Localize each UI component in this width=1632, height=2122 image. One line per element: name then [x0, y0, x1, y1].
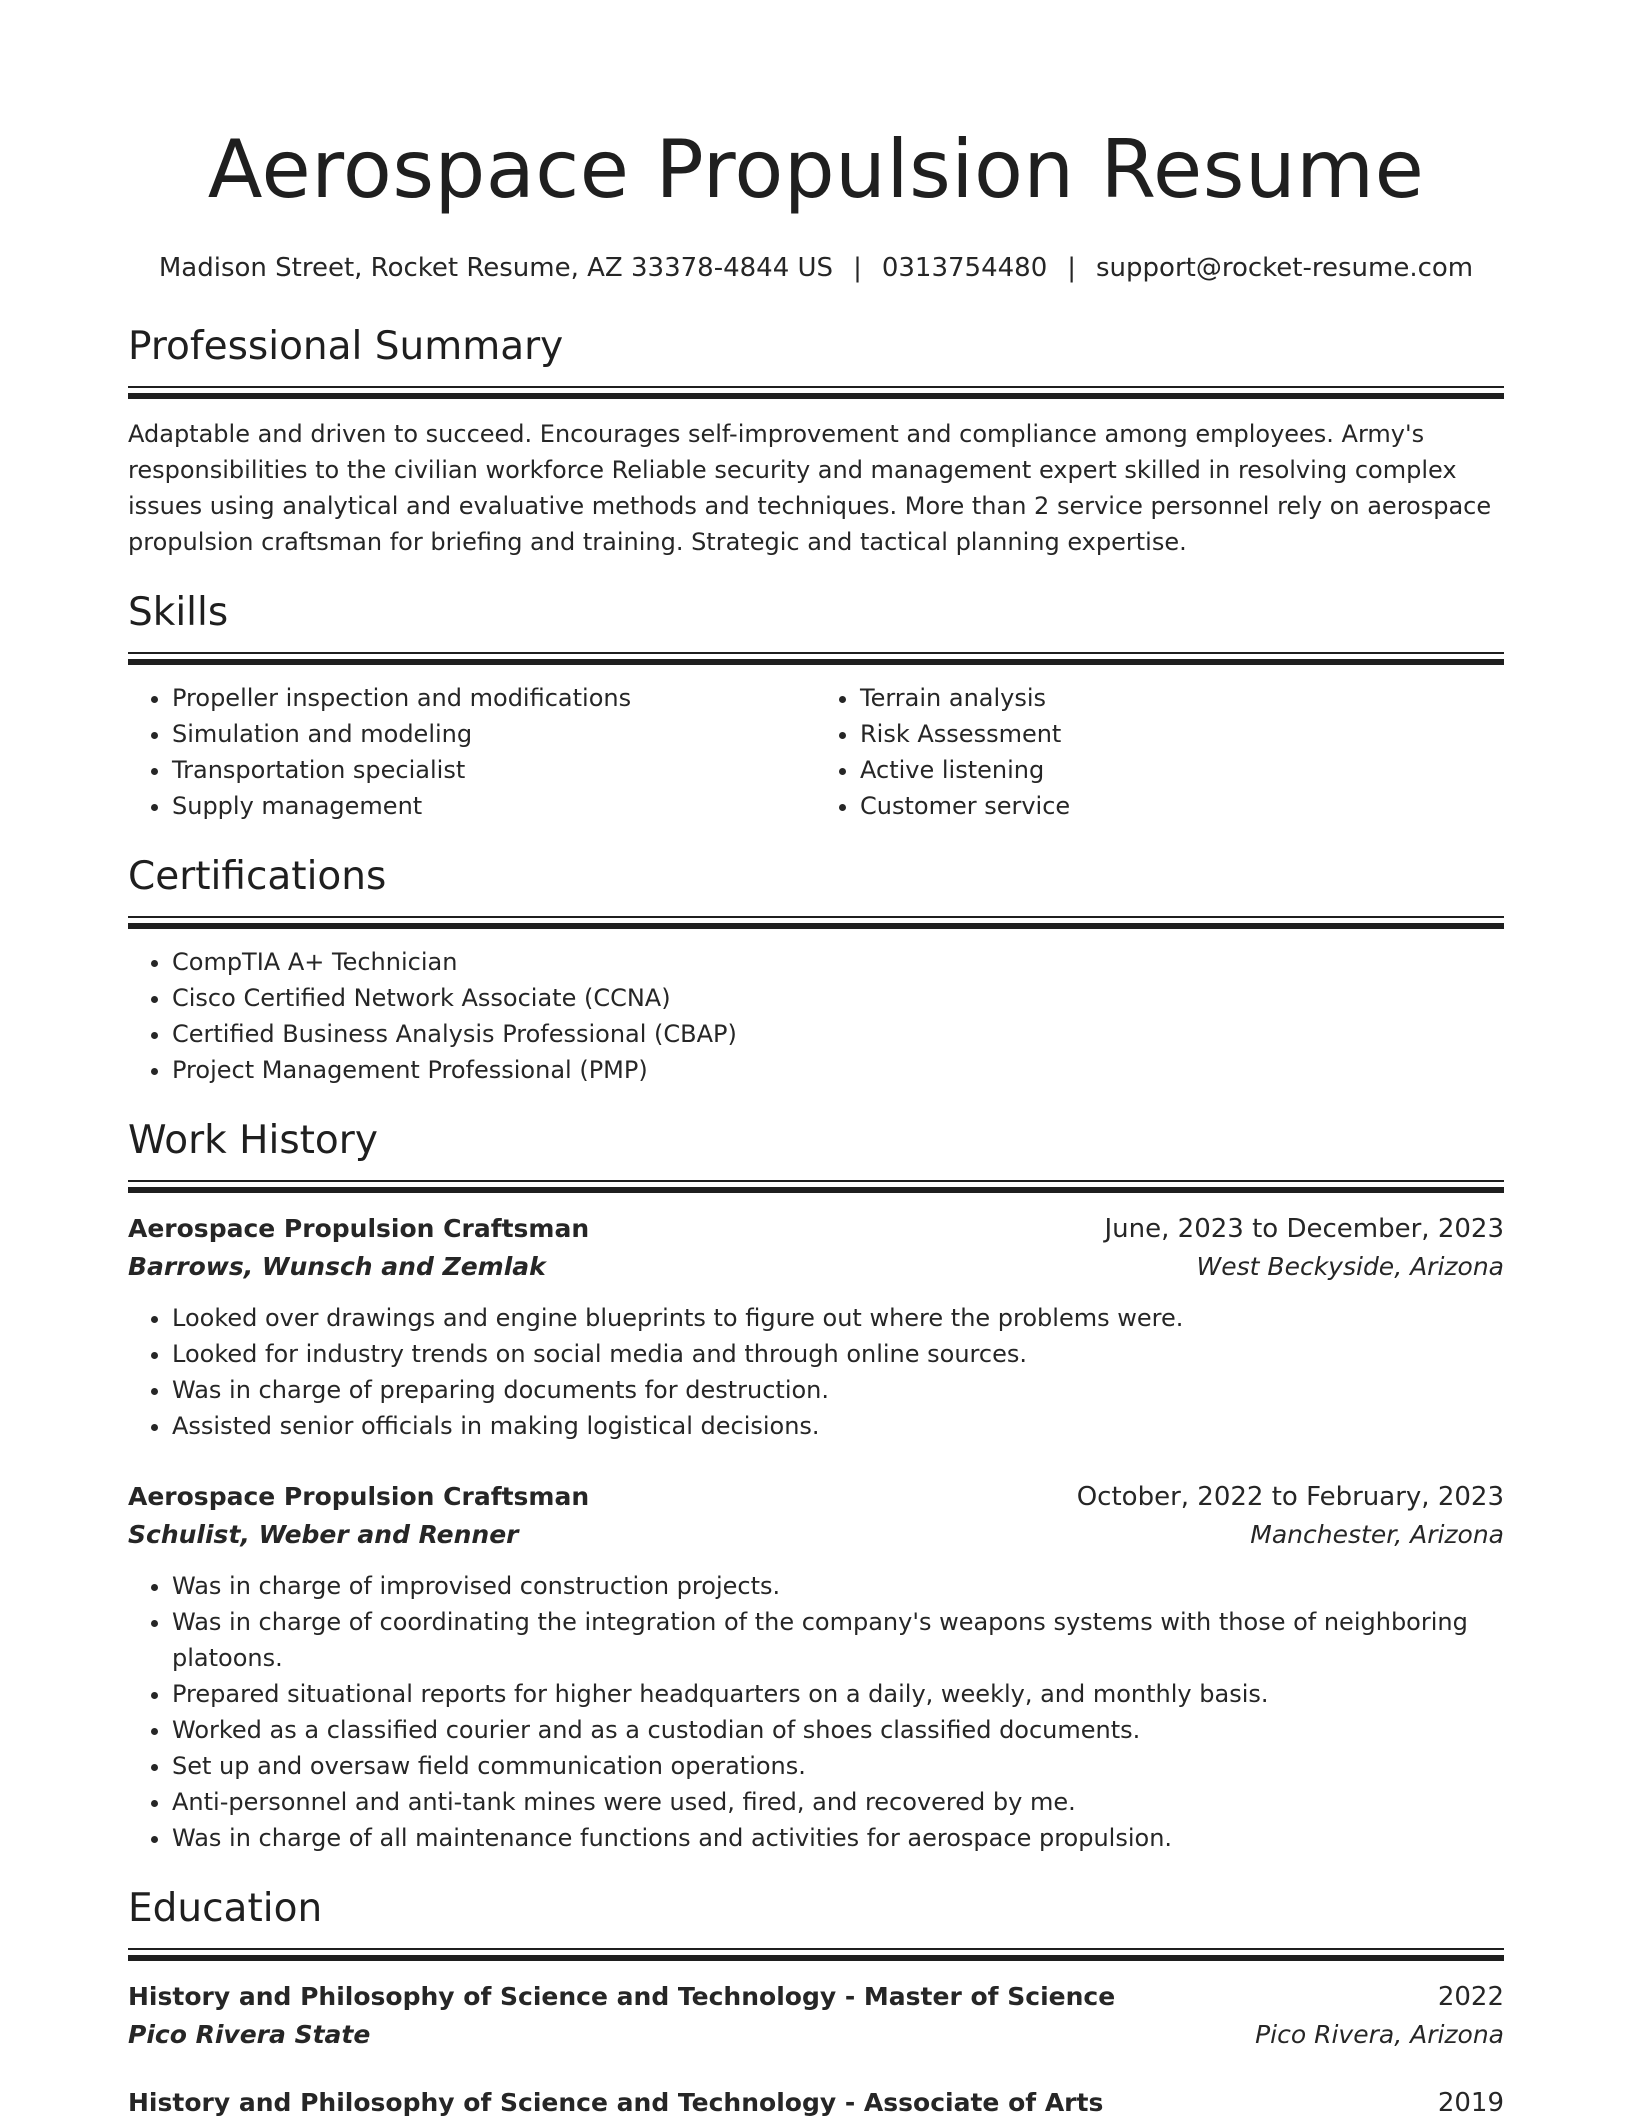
summary-text: Adaptable and driven to succeed. Encourages self-improvement and compliance among employees. Army's responsibilities to the civilian workforce Reliable security and management expert skilled in resolving complex issues using analytical and evaluative methods and techniques. More than 2 service personnel rely on aerospace propulsion craftsman for briefing and training. Strategic and tactical planning expertise.: [128, 420, 1492, 556]
resume-title: Aerospace Propulsion Resume: [207, 123, 1425, 216]
skills-list-right: [816, 680, 1504, 824]
list-item: • Assisted senior officials in making logistical decisions.: [172, 1408, 1504, 1444]
list-item: • CompTIA A+ Technician: [172, 944, 1504, 980]
list-item: • Risk Assessment: [860, 716, 1504, 752]
list-item: • Was in charge of improvised construction projects.: [172, 1568, 1504, 1604]
contact-separator: |: [853, 253, 862, 283]
education-degree: History and Philosophy of Science and Technology - Associate of Arts: [128, 2088, 1104, 2117]
education-school: Pico Rivera State: [128, 2020, 371, 2049]
job-dates: June, 2023 to December, 2023: [1104, 1214, 1504, 1244]
list-item: • Looked over drawings and engine blueprints to figure out where the problems were.: [172, 1300, 1504, 1336]
list-item: • Set up and oversaw field communication operations.: [172, 1748, 1504, 1784]
list-item: • Customer service: [860, 788, 1504, 824]
contact-line: [128, 250, 1504, 286]
section-heading: Work History: [128, 1118, 378, 1163]
section-divider: [128, 916, 1504, 930]
section-certifications: [128, 850, 1504, 1088]
skills-list-left: [128, 680, 816, 824]
education-year: 2019: [1437, 2088, 1504, 2118]
job-location: West Beckyside, Arizona: [1196, 1252, 1504, 1281]
education-entry: [128, 1978, 1504, 2054]
section-divider: [128, 1180, 1504, 1194]
certifications-list: [128, 944, 1504, 1088]
section-work-history: [128, 1114, 1504, 1856]
job-bullets: [128, 1300, 1504, 1444]
job-company: Barrows, Wunsch and Zemlak: [128, 1252, 546, 1281]
list-item: • Was in charge of coordinating the integration of the company's weapons systems with those of neighboring platoons.: [172, 1604, 1504, 1676]
section-heading: Certifications: [128, 854, 387, 899]
list-item: • Certified Business Analysis Professional (CBAP): [172, 1016, 1504, 1052]
section-heading: Skills: [128, 590, 229, 635]
section-divider: [128, 386, 1504, 400]
list-item: • Cisco Certified Network Associate (CCNA): [172, 980, 1504, 1016]
section-divider: [128, 652, 1504, 666]
job-title: Aerospace Propulsion Craftsman: [128, 1214, 590, 1243]
section-divider: [128, 1948, 1504, 1962]
job-company: Schulist, Weber and Renner: [128, 1520, 519, 1549]
list-item: • Anti-personnel and anti-tank mines were used, fired, and recovered by me.: [172, 1784, 1504, 1820]
list-item: • Terrain analysis: [860, 680, 1504, 716]
list-item: • Project Management Professional (PMP): [172, 1052, 1504, 1088]
job-entry: [128, 1210, 1504, 1444]
list-item: • Was in charge of preparing documents for destruction.: [172, 1372, 1504, 1408]
list-item: • Supply management: [172, 788, 816, 824]
section-heading: Professional Summary: [128, 324, 564, 369]
list-item: • Propeller inspection and modifications: [172, 680, 816, 716]
list-item: • Simulation and modeling: [172, 716, 816, 752]
job-dates: October, 2022 to February, 2023: [1076, 1482, 1504, 1512]
skills-columns: [128, 666, 1504, 824]
contact-phone: 0313754480: [881, 253, 1048, 283]
list-item: • Was in charge of all maintenance functions and activities for aerospace propulsion.: [172, 1820, 1504, 1856]
list-item: • Prepared situational reports for higher headquarters on a daily, weekly, and monthly basis.: [172, 1676, 1504, 1712]
job-entry: [128, 1478, 1504, 1856]
contact-address: Madison Street, Rocket Resume, AZ 33378-4844 US: [158, 253, 834, 283]
section-heading: Education: [128, 1886, 323, 1931]
section-summary: [128, 320, 1504, 560]
job-location: Manchester, Arizona: [1250, 1520, 1504, 1549]
education-year: 2022: [1437, 1982, 1504, 2012]
section-education: [128, 1882, 1504, 2122]
contact-separator: |: [1067, 253, 1077, 283]
education-degree: History and Philosophy of Science and Technology - Master of Science: [128, 1982, 1116, 2011]
job-title: Aerospace Propulsion Craftsman: [128, 1482, 590, 1511]
list-item: • Looked for industry trends on social media and through online sources.: [172, 1336, 1504, 1372]
list-item: • Worked as a classified courier and as a custodian of shoes classified documents.: [172, 1712, 1504, 1748]
education-entry: [128, 2084, 1504, 2122]
list-item: • Active listening: [860, 752, 1504, 788]
job-bullets: [128, 1568, 1504, 1856]
list-item: • Transportation specialist: [172, 752, 816, 788]
education-location: Pico Rivera, Arizona: [1255, 2020, 1504, 2049]
contact-email: support@rocket-resume.com: [1096, 253, 1474, 283]
section-skills: [128, 586, 1504, 824]
